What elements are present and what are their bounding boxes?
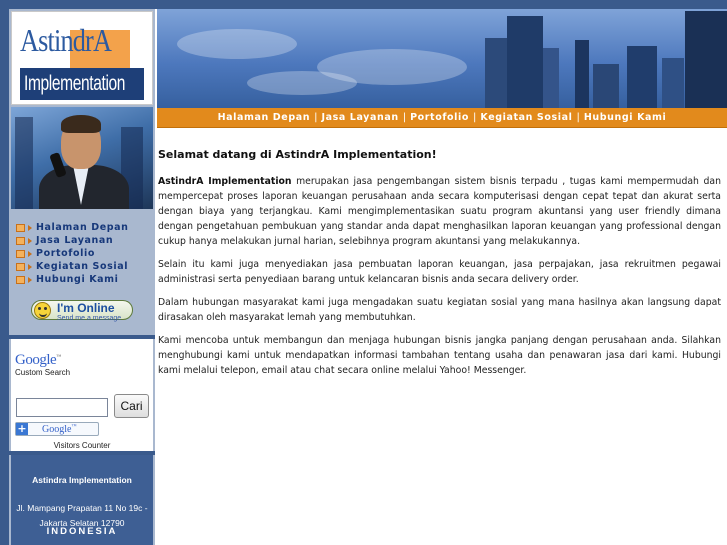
banner-building (485, 38, 509, 108)
arrow-right-icon (28, 264, 32, 270)
bullet-box-icon (16, 237, 25, 245)
company-name-bold: AstindrA Implementation (158, 176, 292, 187)
im-online-button[interactable] (31, 300, 133, 320)
nav-separator: | (473, 112, 477, 123)
smiley-icon (34, 302, 51, 319)
banner-building (543, 48, 559, 108)
address-company: Astindra Implementation (32, 475, 132, 485)
header-banner (157, 9, 727, 108)
welcome-heading: Selamat datang di AstindrA Implementation! (158, 148, 437, 161)
address-street: Jl. Mampang Prapatan 11 No 19c - Jakarta Selatan 12790 (16, 503, 148, 528)
address-country: INDONESIA (46, 526, 118, 537)
add-to-google-button[interactable] (15, 422, 99, 436)
site-logo[interactable] (11, 11, 153, 105)
top-nav (157, 108, 727, 128)
banner-building (662, 58, 684, 108)
top-nav-halaman-depan[interactable]: Halaman Depan (217, 112, 311, 123)
side-nav-item-jasa-layanan[interactable] (11, 234, 153, 247)
side-nav-label: Halaman Depan (36, 222, 129, 233)
im-online-text (57, 299, 121, 322)
intro-paragraph (158, 174, 721, 249)
photo-hair (61, 115, 101, 133)
bullet-box-icon (16, 276, 25, 284)
side-nav-label: Hubungi Kami (36, 274, 119, 285)
search-input[interactable] (16, 398, 108, 417)
plus-icon: + (17, 422, 27, 435)
bullet-box-icon (16, 250, 25, 258)
nav-separator: | (576, 112, 580, 123)
intro-paragraph-text: merupakan jasa pengembangan sistem bisnis terpadu , tugas kami mempermudah dan mempercepat proses laporan keuangan perusahaan anda secara komputerisasi dengan cepat tepat dan akurat serta dengan biaya yang terjangkau. Kami mengimplementasikan suatu program akuntansi yang user friendly dimana dengan pengetahuan pembukuan yang standar anda dapat menghasilkan laporan keuangan yang professional dengan cukup hanya melakukan jurnal harian, selebihnya program akuntansi yang melakukannya. (158, 176, 721, 247)
social-paragraph: Dalam hubungan masyarakat kami juga mengadakan suatu kegiatan sosial yang mana hasilnya akan langsung dapat dirasakan oleh masyarakat lemah yang membutuhkan. (158, 297, 721, 323)
services-paragraph: Selain itu kami juga menyediakan jasa pembuatan laporan keuangan, jasa perpajakan, jasa rekruitmen pegawai administrasi serta penyediaan barang untuk kelancaran bisnis anda secara delivery order. (158, 259, 721, 285)
side-nav-item-portofolio[interactable] (11, 247, 153, 260)
add-to-google-label: Google™ (42, 423, 77, 435)
arrow-right-icon (28, 251, 32, 257)
banner-cloud (247, 71, 357, 95)
google-search-box (11, 339, 153, 451)
logo-top-text: AstindrA (20, 22, 112, 58)
side-nav (11, 213, 153, 295)
banner-building (575, 40, 589, 108)
google-custom-search-label: Custom Search (15, 368, 71, 377)
side-nav-item-halaman-depan[interactable] (11, 221, 153, 234)
side-nav-label: Jasa Layanan (36, 235, 114, 246)
left-sidebar (9, 9, 155, 545)
side-nav-label: Kegiatan Sosial (36, 261, 129, 272)
photo-building (15, 117, 33, 209)
google-logo: Google™ (15, 352, 61, 368)
address-box (11, 455, 153, 545)
banner-building (685, 11, 727, 108)
top-nav-portofolio[interactable]: Portofolio (410, 112, 470, 123)
banner-cloud (177, 29, 297, 59)
main-content (158, 129, 721, 545)
banner-building (627, 46, 657, 108)
bullet-box-icon (16, 224, 25, 232)
side-nav-item-kegiatan-sosial[interactable] (11, 260, 153, 273)
page-frame (9, 9, 727, 545)
side-nav-item-hubungi-kami[interactable] (11, 273, 153, 286)
search-button[interactable]: Cari (114, 394, 149, 418)
logo-bottom-text: Implementation (24, 72, 126, 95)
top-nav-hubungi-kami[interactable]: Hubungi Kami (583, 112, 667, 123)
im-online-main: I'm Online (57, 300, 115, 315)
banner-building (593, 64, 619, 108)
nav-separator: | (402, 112, 407, 123)
top-nav-jasa-layanan[interactable]: Jasa Layanan (321, 112, 399, 123)
banner-building (507, 16, 543, 108)
bullet-box-icon (16, 263, 25, 271)
contact-paragraph: Kami mencoba untuk membangun dan menjaga hubungan bisnis jangka panjang dengan perusahaan anda. Silahkan menghubungi kami untuk mendapatkan informasi tambahan tentang usaha dan penawaran jasa dari kami. Hubungi kami melalui telepon, email atau chat secara online melalui Yahoo! Messenger. (158, 335, 721, 376)
nav-separator: | (314, 112, 318, 123)
visitors-counter-label: Visitors Counter (53, 441, 111, 450)
top-nav-kegiatan-sosial[interactable]: Kegiatan Sosial (480, 112, 573, 123)
arrow-right-icon (28, 238, 32, 244)
im-online-sub: Send me a message (57, 314, 122, 322)
businessman-photo (11, 107, 153, 209)
arrow-right-icon (28, 277, 32, 283)
arrow-right-icon (28, 225, 32, 231)
side-nav-label: Portofolio (36, 248, 95, 259)
